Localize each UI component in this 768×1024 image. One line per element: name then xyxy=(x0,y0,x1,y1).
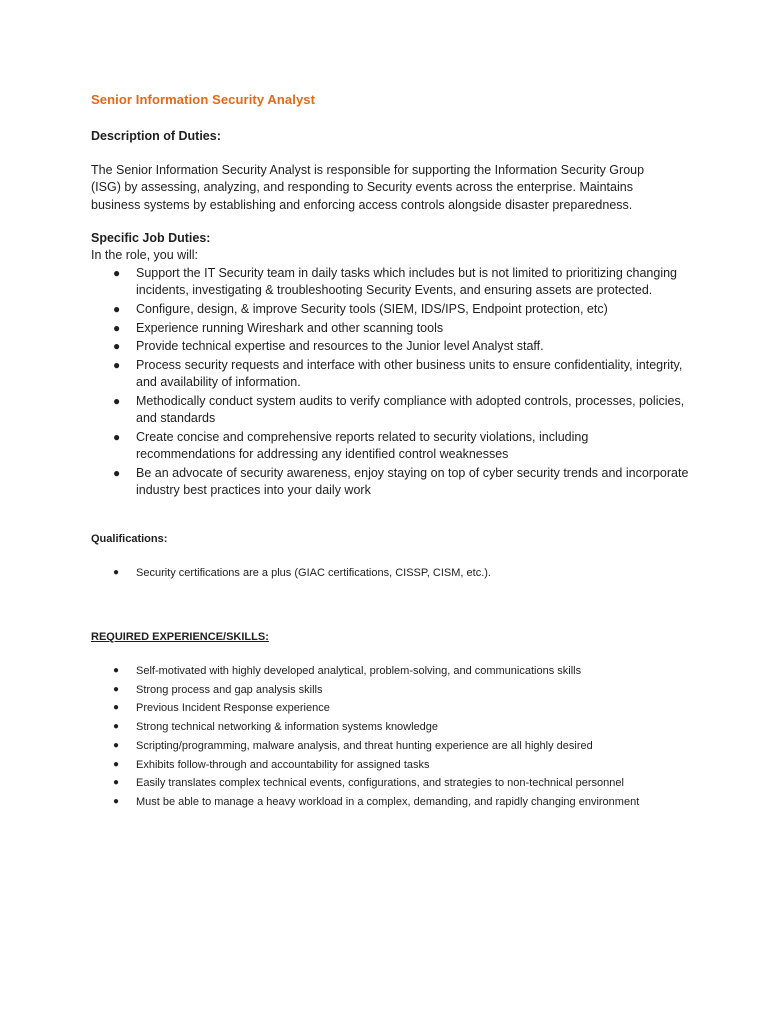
bullet-icon: ● xyxy=(113,567,120,578)
duties-heading: Specific Job Duties: xyxy=(91,231,211,245)
bullet-icon: ● xyxy=(113,466,121,480)
qualifications-list xyxy=(91,564,691,583)
list-item: ● Create concise and comprehensive reports related to security violations, including recommendations for addressing any identified control weaknesses xyxy=(113,430,589,462)
bullet-icon: ● xyxy=(113,702,120,714)
list-item: ● Process security requests and interface with other business units to ensure confidentiality, integrity, and availability of information. xyxy=(113,358,683,390)
page-title: Senior Information Security Analyst xyxy=(91,92,316,107)
required-list xyxy=(91,662,691,812)
bullet-icon: ● xyxy=(113,266,121,280)
bullet-icon: ● xyxy=(113,394,121,409)
bullet-icon: ● xyxy=(113,758,120,770)
list-item: ● Experience running Wireshark and other scanning tools xyxy=(91,320,691,337)
bullet-icon: ● xyxy=(113,739,120,751)
bullet-icon: ● xyxy=(113,665,120,676)
duties-intro: In the role, you will: xyxy=(91,248,198,262)
bullet-icon: ● xyxy=(113,721,120,733)
bullet-icon: ● xyxy=(113,777,120,789)
list-item: ● Configure, design, & improve Security tools (SIEM, IDS/IPS, Endpoint protection, etc) xyxy=(91,301,691,318)
list-item: ● Self-motivated with highly developed analytical, problem-solving, and communications skills xyxy=(91,662,691,681)
duties-list xyxy=(91,265,691,501)
list-item: ● Strong process and gap analysis skills xyxy=(91,681,691,700)
list-item: ● Strong technical networking & information systems knowledge xyxy=(91,718,691,737)
list-item: ● Must be able to manage a heavy workload in a complex, demanding, and rapidly changing environment xyxy=(91,793,691,812)
list-item: ● Previous Incident Response experience xyxy=(91,699,691,718)
bullet-icon: ● xyxy=(113,301,121,316)
list-item: ● Provide technical expertise and resources to the Junior level Analyst staff. xyxy=(91,338,691,355)
bullet-icon: ● xyxy=(113,795,120,807)
list-item: ● Security certifications are a plus (GIAC certifications, CISSP, CISM, etc.). xyxy=(91,564,691,583)
description-text: The Senior Information Security Analyst is responsible for supporting the Information Security Group (ISG) by assessing, analyzing, and responding to Security events across the enterprise. Maintains business systems by establishing and enforcing access controls alongside disaster preparedness. xyxy=(91,163,645,212)
bullet-icon: ● xyxy=(113,358,121,373)
list-item: ● Support the IT Security team in daily tasks which includes but is not limited to prioritizing changing incidents, investigating & troubleshooting Security Events, and ensuring assets are protected. xyxy=(113,266,678,298)
list-item: ● Exhibits follow-through and accountability for assigned tasks xyxy=(91,756,691,775)
list-item: ● Easily translates complex technical events, configurations, and strategies to non-technical personnel xyxy=(91,774,691,793)
list-item: ● Scripting/programming, malware analysis, and threat hunting experience are all highly desired xyxy=(91,737,691,756)
bullet-icon: ● xyxy=(113,683,120,695)
list-item: ● Methodically conduct system audits to verify compliance with adopted controls, processes, policies, and standards xyxy=(113,394,685,426)
bullet-icon: ● xyxy=(113,320,121,335)
bullet-icon: ● xyxy=(113,339,121,354)
bullet-icon: ● xyxy=(113,430,121,445)
required-heading: REQUIRED EXPERIENCE/SKILLS: xyxy=(91,631,269,643)
description-heading: Description of Duties: xyxy=(91,129,221,143)
list-item: ● Be an advocate of security awareness, enjoy staying on top of cyber security trends and incorporate industry best practices into your daily work xyxy=(113,466,689,498)
qualifications-heading: Qualifications: xyxy=(91,533,168,545)
